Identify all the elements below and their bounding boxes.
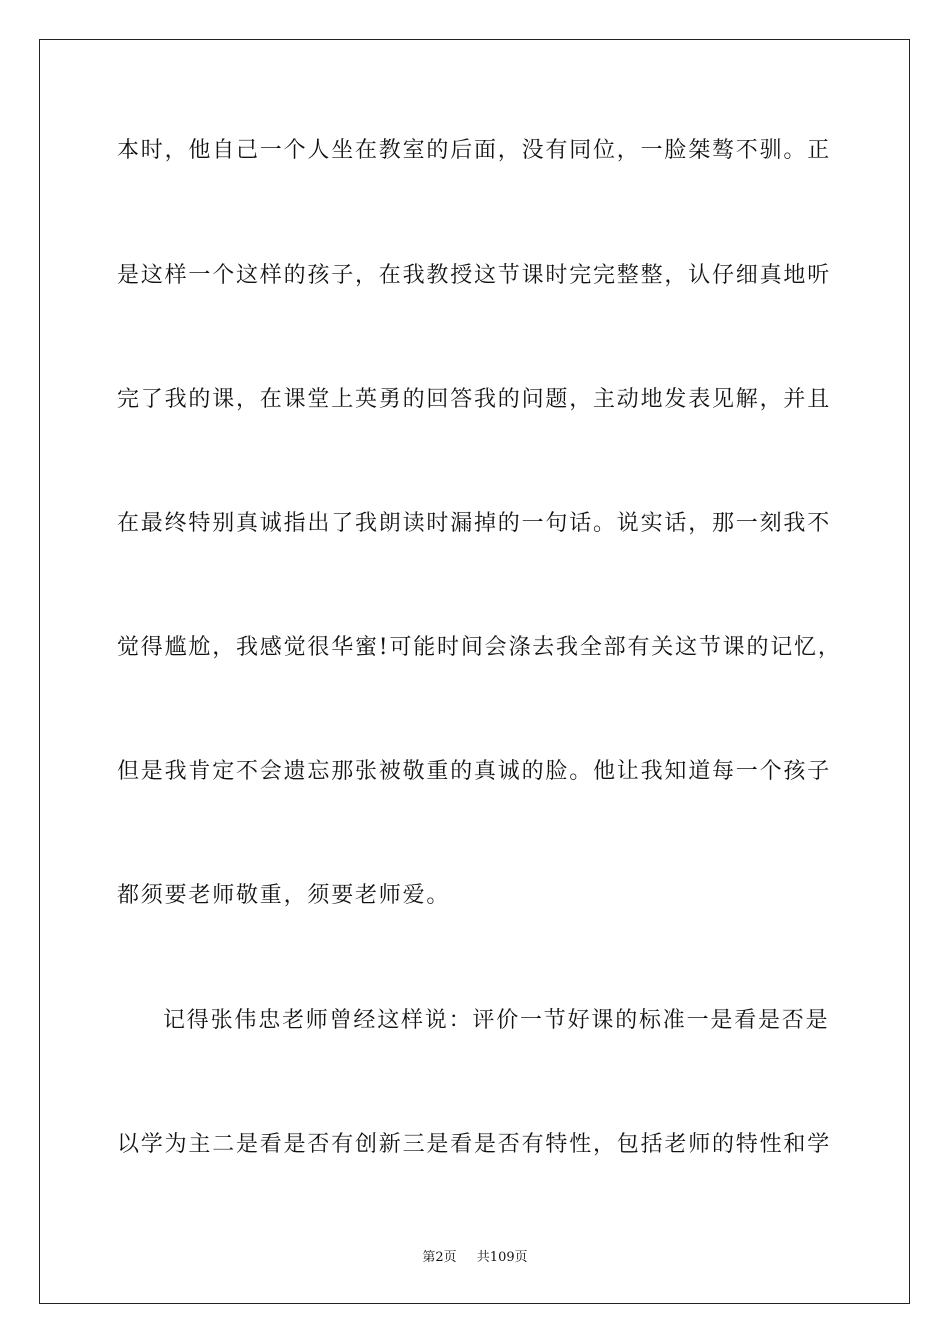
text-line: 完了我的课，在课堂上英勇的回答我的问题，主动地发表见解，并且: [117, 387, 832, 412]
text-line: 本时，他自己一个人坐在教室的后面，没有同位，一脸桀骜不驯。正: [117, 138, 832, 163]
text-line: 但是我肯定不会遗忘那张被敬重的真诚的脸。他让我知道每一个孩子: [117, 759, 832, 784]
page-number: 第2页: [422, 1250, 457, 1265]
total-pages: 共109页: [476, 1250, 528, 1265]
page-footer: [0, 1246, 950, 1265]
text-line: 是这样一个这样的孩子，在我教授这节课时完完整整，认仔细真地听: [117, 263, 832, 288]
text-line: 记得张伟忠老师曾经这样说：评价一节好课的标准一是看是否是: [163, 1008, 830, 1033]
page-border: [39, 39, 910, 1304]
text-line: 在最终特别真诚指出了我朗读时漏掉的一句话。说实话，那一刻我不: [117, 511, 832, 536]
text-line: 都须要老师敬重，须要老师爱。: [117, 883, 451, 908]
text-line: 觉得尴尬，我感觉很华蜜!可能时间会涤去我全部有关这节课的记忆，: [117, 635, 842, 660]
text-line: 以学为主二是看是否有创新三是看是否有特性，包括老师的特性和学: [117, 1132, 832, 1157]
